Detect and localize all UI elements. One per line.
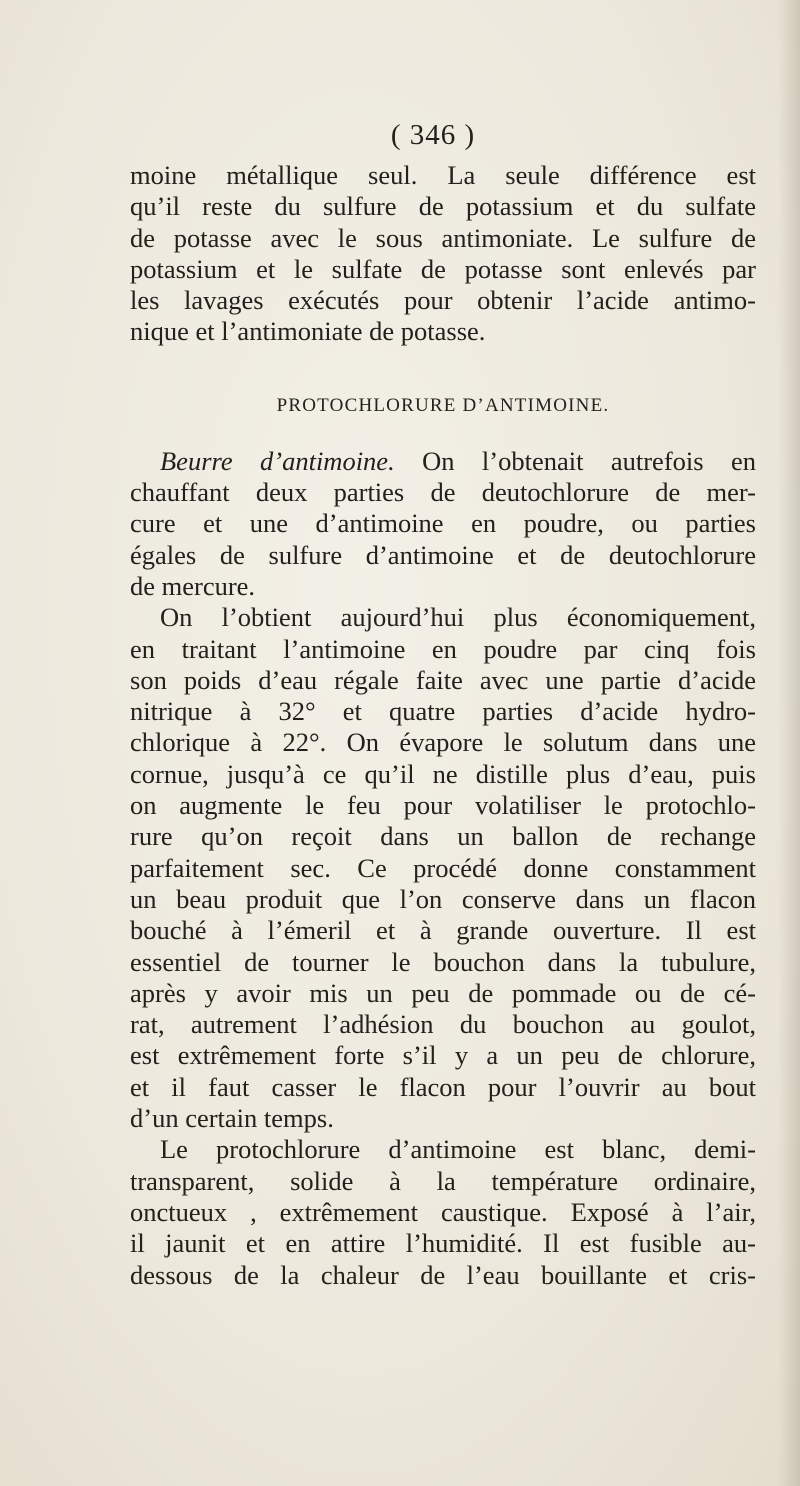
italic-lead: Beurre d’antimoine.: [160, 445, 395, 476]
text-line: bouché à l’émeril et à grande ouverture. Il est: [130, 915, 756, 946]
text-line: d’un certain temps.: [130, 1103, 334, 1134]
text-line: et il faut casser le flacon pour l’ouvrir au bout: [130, 1071, 756, 1102]
text-line: cornue, jusqu’à ce qu’il ne distille plus d’eau, puis: [130, 758, 756, 789]
text-line: les lavages exécutés pour obtenir l’acide antimo-: [130, 285, 756, 316]
text-line: on augmente le feu pour volatiliser le protochlo-: [130, 790, 756, 821]
paragraph-beurre: [130, 446, 756, 602]
text-line: en traitant l’antimoine en poudre par cinq fois: [130, 633, 756, 664]
page-number: ( 346 ): [390, 119, 476, 151]
text-line: moine métallique seul. La seule différence est: [130, 160, 756, 190]
text-line: rure qu’on reçoit dans un ballon de rechange: [130, 821, 756, 852]
section-heading: PROTOCHLORURE D’ANTIMOINE.: [276, 394, 610, 416]
text-run: On l’obtenait autrefois en: [394, 445, 756, 476]
text-line: son poids d’eau régale faite avec une partie d’acide: [130, 664, 756, 695]
text-line: Le protochlorure d’antimoine est blanc, demi-: [160, 1134, 756, 1165]
text-line: nique et l’antimoniate de potasse.: [130, 316, 486, 347]
text-line: un beau produit que l’on conserve dans un flacon: [130, 883, 756, 914]
text-line: essentiel de tourner le bouchon dans la tubulure,: [130, 946, 756, 977]
text-line: parfaitement sec. Ce procédé donne constamment: [130, 852, 756, 883]
text-line: rat, autrement l’adhésion du bouchon au goulot,: [130, 1009, 756, 1040]
paragraph-properties: [130, 1134, 756, 1290]
text-line: dessous de la chaleur de l’eau bouillante et cris-: [130, 1259, 756, 1290]
text-line: On l’obtient aujourd’hui plus économiquement,: [160, 602, 756, 633]
text-line: [130, 446, 756, 477]
text-line: est extrêmement forte s’il y a un peu de chlorure,: [130, 1040, 756, 1071]
text-line: égales de sulfure d’antimoine et de deutochlorure: [130, 539, 756, 570]
text-line: de potasse avec le sous antimoniate. Le sulfure de: [130, 222, 756, 253]
text-line: cure et une d’antimoine en poudre, ou parties: [130, 508, 756, 539]
text-line: potassium et le sulfate de potasse sont enlevés par: [130, 253, 756, 284]
book-page: [130, 118, 756, 1291]
text-line: il jaunit et en attire l’humidité. Il est fusible au-: [130, 1228, 756, 1259]
text-line: chlorique à 22°. On évapore le solutum dans une: [130, 727, 756, 758]
opening-paragraph: [130, 160, 756, 348]
text-line: de mercure.: [130, 570, 256, 601]
text-line: qu’il reste du sulfure de potassium et du sulfate: [130, 191, 756, 222]
text-line: après y avoir mis un peu de pommade ou de cé-: [130, 977, 756, 1008]
page-edge-shadow: [778, 0, 800, 1486]
text-line: nitrique à 32° et quatre parties d’acide hydro-: [130, 696, 756, 727]
text-line: chauffant deux parties de deutochlorure de mer-: [130, 477, 756, 508]
text-line: onctueux , extrêmement caustique. Exposé à l’air,: [130, 1196, 756, 1227]
paragraph-preparation: [130, 602, 756, 1134]
text-line: transparent, solide à la température ordinaire,: [130, 1165, 756, 1196]
